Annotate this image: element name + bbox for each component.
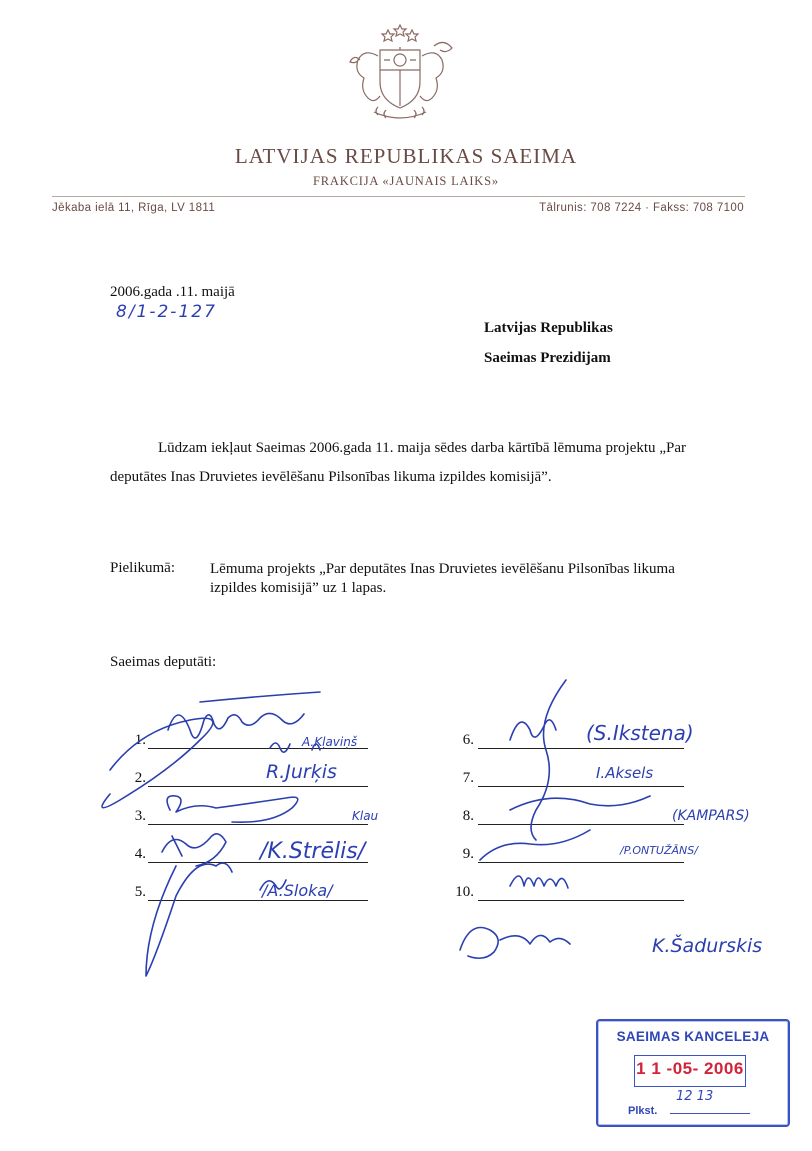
letterhead-subtitle: FRAKCIJA «JAUNAIS LAIKS» bbox=[313, 174, 499, 188]
signature-number: 2. bbox=[134, 770, 146, 786]
signature-number: 9. bbox=[462, 846, 474, 862]
signature-name-3: Klau bbox=[352, 809, 379, 823]
signature-name-4: /K.Strēlis/ bbox=[260, 839, 366, 864]
letterhead-divider bbox=[52, 196, 745, 197]
letter-date: 2006.gada .11. maijā bbox=[110, 284, 235, 300]
attachment-text: Lēmuma projekts „Par deputātes Inas Druvietes ievēlēšanu Pilsonības likuma izpildes komisijā” uz 1 lapas. bbox=[210, 561, 675, 596]
registration-number: 8/1-2-127 bbox=[116, 302, 217, 322]
reception-stamp bbox=[596, 1019, 790, 1127]
signature-name-7: I.Aksels bbox=[596, 764, 654, 782]
signature-name-5: /A.Sloka/ bbox=[262, 881, 333, 900]
stamp-time-label: Plkst. bbox=[628, 1105, 658, 1117]
attachment-label: Pielikumā: bbox=[110, 560, 175, 576]
signature-number: 3. bbox=[134, 808, 146, 824]
letterhead-contact: Tālrunis: 708 7224 · Fakss: 708 7100 bbox=[539, 202, 744, 214]
signature-number: 7. bbox=[462, 770, 474, 786]
signature-name-9: /P.ONTUŽĀNS/ bbox=[620, 844, 698, 857]
signature-scribble-3 bbox=[167, 796, 298, 822]
signature-number: 5. bbox=[134, 884, 146, 900]
handwritten-signatures bbox=[90, 660, 810, 990]
letter-body: Lūdzam iekļaut Saeimas 2006.gada 11. maija sēdes darba kārtībā lēmuma projektu „Par deputātes Inas Druvietes ievēlēšanu Pilsonības likuma izpildes komisijā”. bbox=[110, 440, 686, 485]
recipient-line-2: Saeimas Prezidijam bbox=[484, 350, 611, 366]
stamp-time: 12 13 bbox=[676, 1089, 714, 1104]
signature-name-1: A.Kļaviņš bbox=[302, 735, 358, 749]
signature-scribble-1 bbox=[168, 692, 320, 738]
signature-name-10: K.Šadurskis bbox=[652, 935, 763, 957]
stars-arc bbox=[382, 25, 418, 41]
signature-number: 1. bbox=[134, 732, 146, 748]
signature-scribble-9 bbox=[480, 830, 590, 860]
stamp-title: SAEIMAS KANCELEJA bbox=[616, 1029, 770, 1044]
signature-name-8: (KAMPARS) bbox=[672, 808, 750, 824]
recipient-line-1: Latvijas Republikas bbox=[484, 320, 613, 336]
signature-number: 4. bbox=[134, 846, 146, 862]
signatories-label: Saeimas deputāti: bbox=[110, 654, 217, 670]
letterhead-address: Jēkaba ielā 11, Rīga, LV 1811 bbox=[52, 202, 216, 214]
signature-name-6: (S.Ikstena) bbox=[586, 721, 694, 745]
signature-scribble-6 bbox=[510, 680, 566, 840]
signature-scribble-10 bbox=[510, 876, 568, 888]
signature-number: 6. bbox=[462, 732, 474, 748]
signature-number: 10. bbox=[455, 884, 474, 900]
stamp-time-line bbox=[670, 1113, 750, 1114]
signature-scribble-4 bbox=[162, 834, 226, 866]
signature-number: 8. bbox=[462, 808, 474, 824]
signature-name-2: R.Jurķis bbox=[266, 761, 337, 783]
letterhead-title: LATVIJAS REPUBLIKAS SAEIMA bbox=[234, 144, 578, 168]
coat-of-arms-emblem bbox=[330, 20, 470, 130]
stamp-date: 1 1 -05- 2006 bbox=[636, 1059, 744, 1078]
